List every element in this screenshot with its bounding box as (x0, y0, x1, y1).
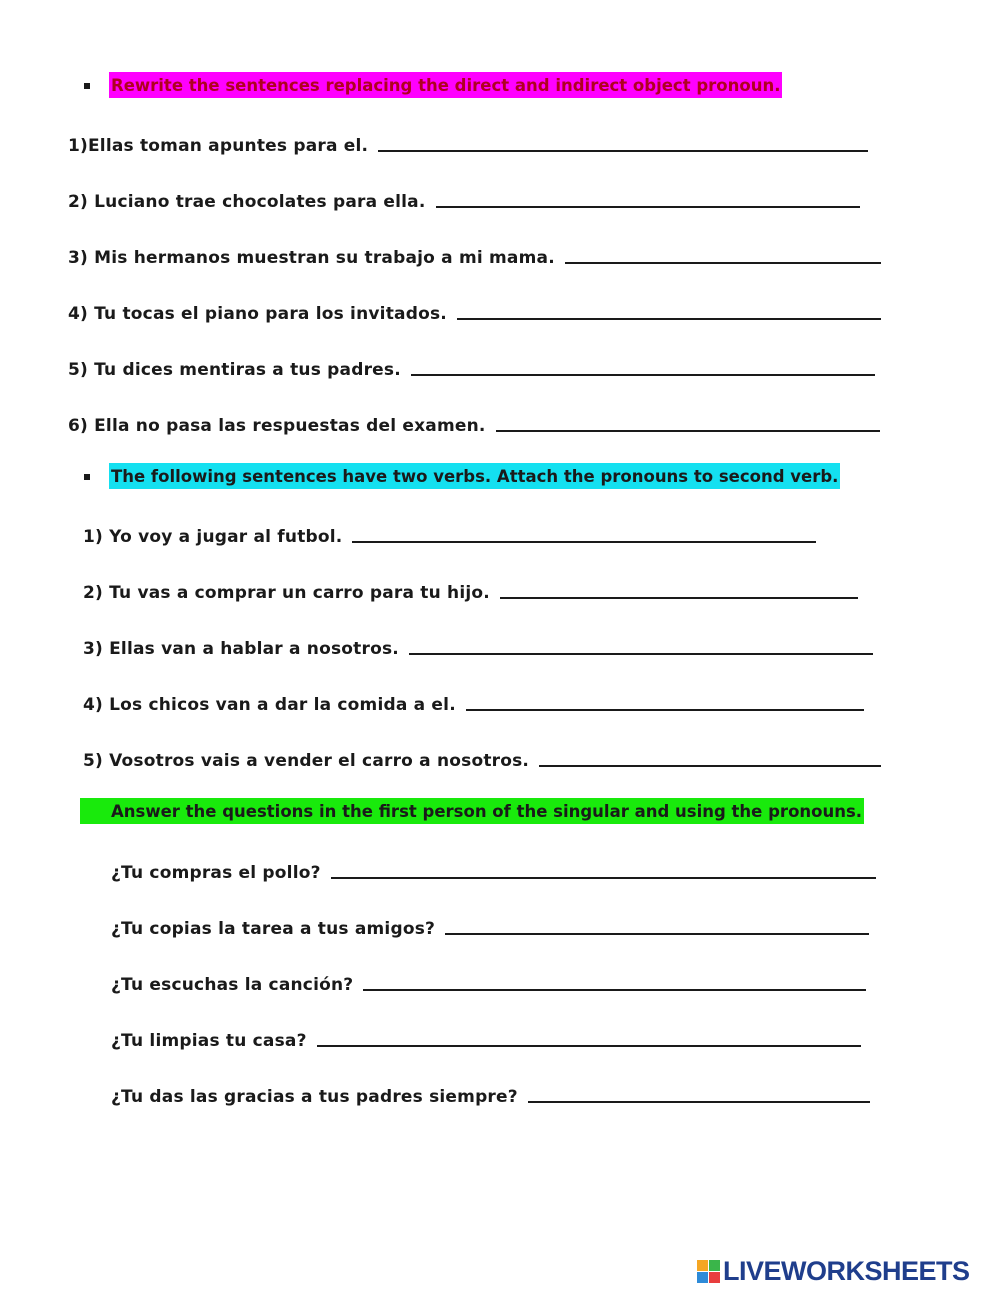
logo-tile (709, 1272, 720, 1283)
prompt-text: 3) Ellas van a hablar a nosotros. (83, 639, 399, 659)
answer-blank[interactable] (317, 1045, 861, 1047)
answer-blank[interactable] (378, 150, 868, 152)
section-3-instruction: Answer the questions in the first person of the singular and using the pronouns. (80, 798, 864, 824)
answer-blank[interactable] (500, 597, 858, 599)
s2-item-3 (83, 629, 873, 659)
logo-tiles-icon (697, 1260, 720, 1283)
answer-blank[interactable] (445, 933, 869, 935)
prompt-text: 3) Mis hermanos muestran su trabajo a mi mama. (68, 248, 555, 268)
answer-blank[interactable] (363, 989, 866, 991)
answer-blank[interactable] (436, 206, 860, 208)
s3-item-2 (111, 909, 869, 939)
s1-item-1 (68, 126, 868, 156)
logo-tile (709, 1260, 720, 1271)
s1-item-2 (68, 182, 860, 212)
answer-blank[interactable] (409, 653, 873, 655)
logo-text: LIVEWORKSHEETS (723, 1255, 970, 1286)
s1-item-3 (68, 238, 881, 268)
prompt-text: 1) Yo voy a jugar al futbol. (83, 527, 343, 547)
logo-tile (697, 1260, 708, 1271)
prompt-text: ¿Tu escuchas la canción? (111, 975, 354, 995)
s1-item-4 (68, 294, 881, 324)
prompt-text: ¿Tu limpias tu casa? (111, 1031, 307, 1051)
prompt-text: 4) Tu tocas el piano para los invitados. (68, 304, 447, 324)
bullet-icon (84, 474, 90, 480)
s2-item-1 (83, 517, 816, 547)
prompt-text: 1)Ellas toman apuntes para el. (68, 136, 369, 156)
s3-item-3 (111, 965, 866, 995)
prompt-text: 5) Vosotros vais a vender el carro a nosotros. (83, 751, 530, 771)
answer-blank[interactable] (466, 709, 864, 711)
answer-blank[interactable] (565, 262, 881, 264)
s1-item-5 (68, 350, 875, 380)
s3-item-5 (111, 1077, 870, 1107)
answer-blank[interactable] (411, 374, 875, 376)
prompt-text: 5) Tu dices mentiras a tus padres. (68, 360, 401, 380)
prompt-text: 4) Los chicos van a dar la comida a el. (83, 695, 456, 715)
section-1-instruction: Rewrite the sentences replacing the direct and indirect object pronoun. (109, 72, 782, 98)
s3-item-1 (111, 853, 876, 883)
answer-blank[interactable] (539, 765, 881, 767)
prompt-text: 2) Luciano trae chocolates para ella. (68, 192, 426, 212)
s3-item-4 (111, 1021, 861, 1051)
answer-blank[interactable] (331, 877, 876, 879)
prompt-text: 6) Ella no pasa las respuestas del examen. (68, 416, 486, 436)
answer-blank[interactable] (457, 318, 881, 320)
liveworksheets-logo (697, 1257, 970, 1285)
s2-item-2 (83, 573, 858, 603)
prompt-text: ¿Tu compras el pollo? (111, 863, 321, 883)
logo-tile (697, 1272, 708, 1283)
s2-item-5 (83, 741, 881, 771)
answer-blank[interactable] (496, 430, 880, 432)
prompt-text: 2) Tu vas a comprar un carro para tu hijo. (83, 583, 490, 603)
s1-item-6 (68, 406, 880, 436)
prompt-text: ¿Tu copias la tarea a tus amigos? (111, 919, 436, 939)
bullet-icon (84, 83, 90, 89)
s2-item-4 (83, 685, 864, 715)
section-2-instruction: The following sentences have two verbs. Attach the pronouns to second verb. (109, 463, 840, 489)
prompt-text: ¿Tu das las gracias a tus padres siempre? (111, 1087, 518, 1107)
answer-blank[interactable] (352, 541, 816, 543)
answer-blank[interactable] (528, 1101, 870, 1103)
